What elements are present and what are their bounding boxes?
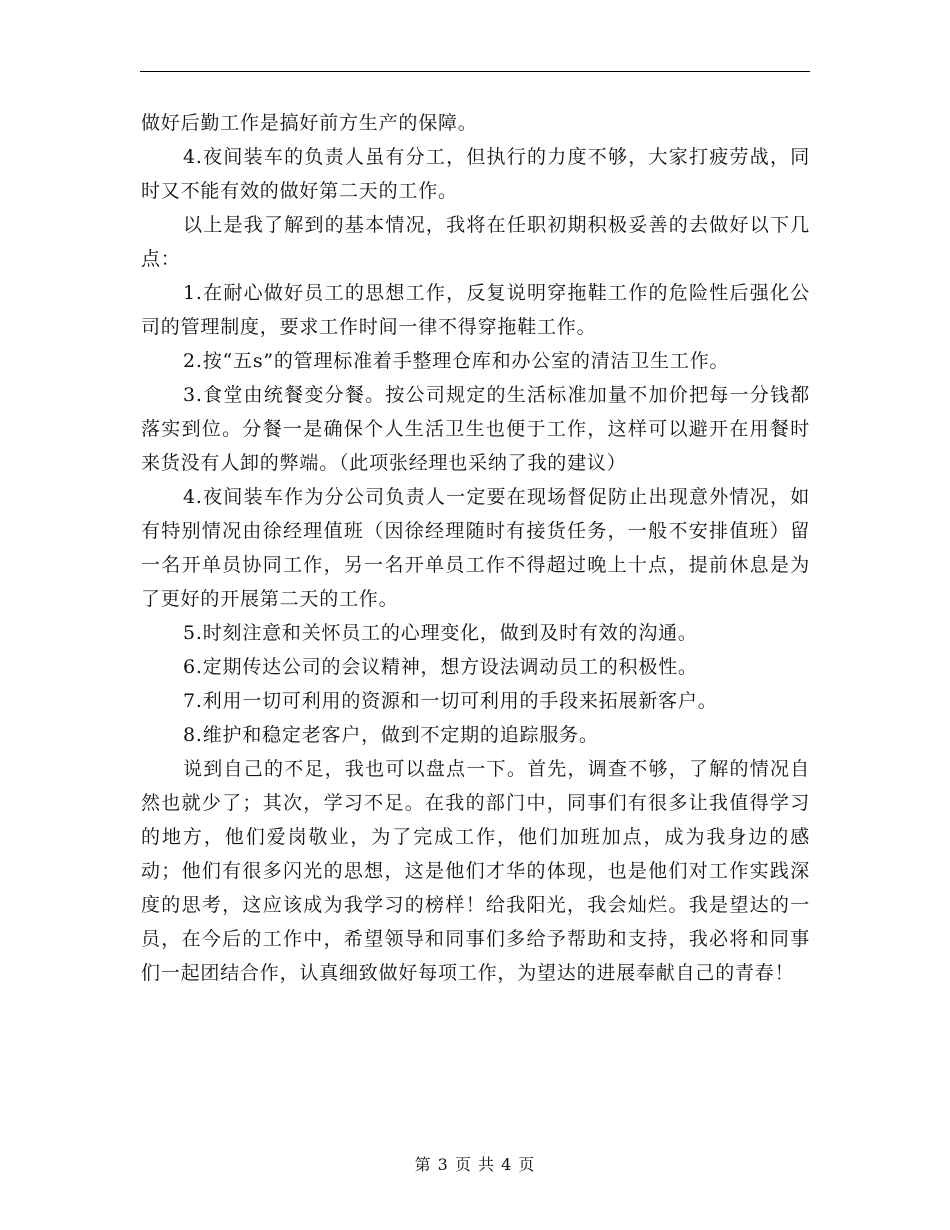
paragraph: 6.定期传达公司的会议精神，想方设法调动员工的积极性。	[183, 656, 698, 678]
paragraph: 4.夜间装车作为分公司负责人一定要在现场督促防止出现意外情况，如有特别情况由徐经理值班（因徐经理随时有接货任务，一般不安排值班）留一名开单员协同工作，另一名开单员工作不得超过晚上十点，提前休息是为了更好的开展第二天的工作。	[141, 486, 810, 610]
paragraph: 以上是我了解到的基本情况，我将在任职初期积极妥善的去做好以下几点：	[141, 214, 810, 270]
paragraph: 7.利用一切可利用的资源和一切可利用的手段来拓展新客户。	[183, 690, 718, 712]
document-body	[141, 106, 810, 990]
page-number-footer: 第 3 页 共 4 页	[414, 1155, 536, 1174]
paragraph: 4.夜间装车的负责人虽有分工，但执行的力度不够，大家打疲劳战，同时又不能有效的做好第二天的工作。	[141, 146, 810, 202]
paragraph: 说到自己的不足，我也可以盘点一下。首先，调查不够，了解的情况自然也就少了；其次，学习不足。在我的部门中，同事们有很多让我值得学习的地方，他们爱岗敬业，为了完成工作，他们加班加点，成为我身边的感动；他们有很多闪光的思想，这是他们才华的体现，也是他们对工作实践深度的思考，这应该成为我学习的榜样！给我阳光，我会灿烂。我是望达的一员，在今后的工作中，希望领导和同事们多给予帮助和支持，我必将和同事们一起团结合作，认真细致做好每项工作，为望达的进展奉献自己的青春！	[141, 758, 810, 984]
paragraph: 做好后勤工作是搞好前方生产的保障。	[141, 112, 478, 134]
paragraph: 1.在耐心做好员工的思想工作，反复说明穿拖鞋工作的危险性后强化公司的管理制度，要求工作时间一律不得穿拖鞋工作。	[141, 282, 810, 338]
paragraph: 8.维护和稳定老客户，做到不定期的追踪服务。	[183, 724, 599, 746]
paragraph: 3.食堂由统餐变分餐。按公司规定的生活标准加量不加价把每一分钱都落实到位。分餐一是确保个人生活卫生也便于工作，这样可以避开在用餐时来货没有人卸的弊端。（此项张经理也采纳了我的建议）	[141, 384, 810, 474]
header-rule	[140, 71, 810, 72]
paragraph: 2.按“五s”的管理标准着手整理仓库和办公室的清洁卫生工作。	[183, 350, 730, 372]
paragraph: 5.时刻注意和关怀员工的心理变化，做到及时有效的沟通。	[183, 622, 698, 644]
